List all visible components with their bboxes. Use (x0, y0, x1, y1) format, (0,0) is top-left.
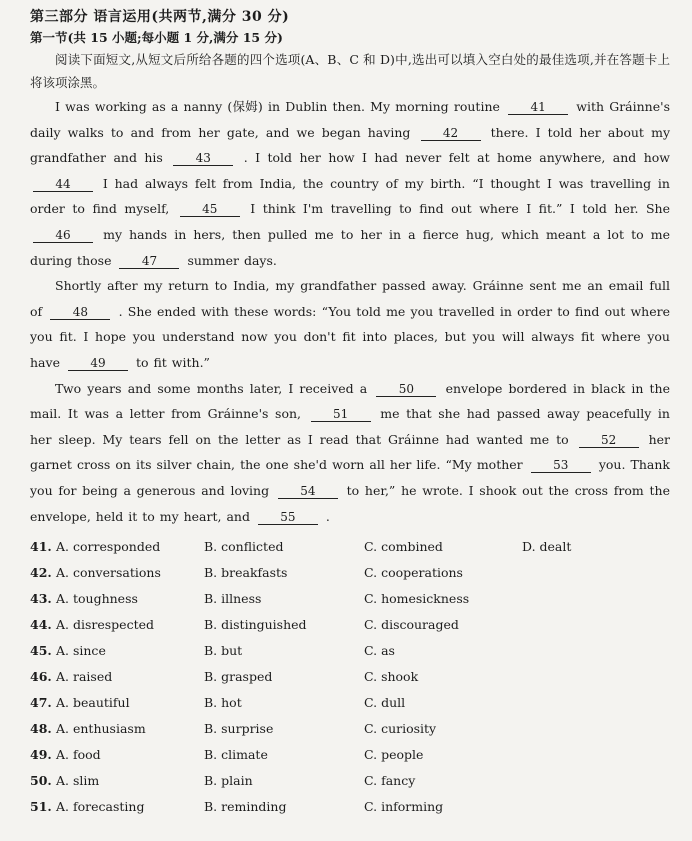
option-c: C. as (364, 643, 395, 659)
option-row (30, 535, 670, 561)
option-a: A. disrespected (56, 617, 154, 633)
passage-text: her garnet cross on its silver chain, the one she'd worn all her life. “My mother (30, 431, 670, 473)
section-title: 第一节(共 15 小题;每小题 1 分,满分 15 分) (30, 30, 283, 45)
question-number: 41. (30, 539, 52, 555)
option-row (30, 769, 670, 795)
blank-48: 48 (50, 305, 110, 320)
blank-55: 55 (258, 510, 318, 525)
option-c: C. shook (364, 669, 419, 685)
passage-text: there. I told her about my grandfather and his (30, 124, 670, 166)
part-title: 第三部分 语言运用(共两节,满分 30 分) (30, 9, 290, 25)
passage-text: my hands in hers, then pulled me to her in a fierce hug, which meant a lot to me during those (30, 226, 670, 268)
option-row (30, 691, 670, 717)
option-row (30, 561, 670, 587)
option-a: A. beautiful (56, 695, 130, 711)
option-a: A. enthusiasm (56, 721, 146, 737)
option-a: A. food (56, 747, 101, 763)
passage-text: me that she had passed away peacefully in her sleep. My tears fell on the letter as I read that Gráinne had wanted me to (30, 406, 670, 447)
option-a: A. slim (56, 773, 100, 789)
question-number: 51. (30, 799, 52, 815)
option-b: B. conflicted (204, 539, 284, 555)
question-number: 50. (30, 773, 52, 789)
passage-text: I think I'm travelling to find out where I fit.” I told her. She (250, 201, 670, 217)
option-c: C. curiosity (364, 721, 437, 737)
passage-text: I was working as a nanny (保姆) in Dublin then. My morning routine (55, 99, 500, 114)
passage-text: . She ended with these words: “You told me you travelled in order to find out where you fit. I hope you understand now you don't fit into places, but you will always fit where you have (30, 303, 670, 370)
blank-49: 49 (68, 356, 128, 371)
option-b: B. grasped (204, 669, 273, 685)
blank-46: 46 (33, 228, 93, 243)
option-b: B. plain (204, 773, 253, 789)
option-a: A. conversations (56, 565, 161, 581)
option-row (30, 587, 670, 613)
option-c: C. combined (364, 539, 443, 555)
passage-text: envelope bordered in black in the mail. It was a letter from Gráinne's son, (30, 380, 671, 422)
option-b: B. illness (204, 591, 262, 607)
passage-text: to fit with.” (135, 354, 210, 370)
passage-text: you. Thank you for being a generous and loving (30, 457, 670, 498)
passage-text: . I told her how I had never felt at home anywhere, and how (243, 150, 670, 166)
passage-paragraph (30, 273, 670, 375)
passage-text: to her,” he wrote. I shook out the cross from the envelope, held it to my heart, and (30, 482, 670, 524)
option-row (30, 795, 670, 821)
passage-paragraph (30, 376, 670, 530)
options-list (30, 535, 670, 821)
passage-text: summer days. (187, 252, 277, 268)
question-number: 45. (30, 643, 52, 659)
option-row (30, 717, 670, 743)
passage-text: I had always felt from India, the country of my birth. “I thought I was travelling in order to find myself, (30, 175, 670, 217)
option-row (30, 743, 670, 769)
option-b: B. hot (204, 695, 242, 711)
instruction-text: 阅读下面短文,从短文后所给各题的四个选项(A、B、C 和 D)中,选出可以填入空白处的最佳选项,并在答题卡上将该项涂黑。 (30, 52, 670, 90)
passage-text: Two years and some months later, I received a (55, 380, 368, 396)
blank-50: 50 (376, 382, 436, 397)
option-row (30, 665, 670, 691)
blank-54: 54 (278, 484, 338, 499)
blank-42: 42 (421, 126, 481, 141)
option-c: C. homesickness (364, 591, 470, 607)
option-c: C. people (364, 747, 424, 763)
passage-paragraph (30, 94, 670, 273)
option-a: A. corresponded (56, 539, 161, 555)
option-b: B. climate (204, 747, 268, 763)
option-row (30, 639, 670, 665)
option-b: B. distinguished (204, 617, 307, 633)
option-b: B. reminding (204, 799, 287, 815)
option-b: B. but (204, 643, 243, 659)
blank-44: 44 (33, 177, 93, 192)
blank-51: 51 (311, 407, 371, 422)
option-row (30, 613, 670, 639)
option-c: C. discouraged (364, 617, 459, 633)
option-c: C. fancy (364, 773, 416, 789)
option-d: D. dealt (522, 539, 572, 555)
question-number: 43. (30, 591, 52, 607)
passage-text: Shortly after my return to India, my grandfather passed away. Gráinne sent me an email full of (30, 278, 670, 319)
option-c: C. dull (364, 695, 406, 711)
option-a: A. toughness (56, 591, 138, 607)
blank-43: 43 (173, 151, 233, 166)
passage-text: with Gráinne's daily walks to and from her gate, and we began having (30, 99, 670, 140)
question-number: 48. (30, 721, 52, 737)
question-number: 47. (30, 695, 52, 711)
blank-53: 53 (531, 458, 591, 473)
blank-45: 45 (180, 202, 240, 217)
option-a: A. raised (56, 669, 113, 685)
option-a: A. since (56, 643, 106, 659)
cloze-passage (30, 94, 670, 529)
option-b: B. surprise (204, 721, 274, 737)
blank-41: 41 (508, 100, 568, 115)
question-number: 46. (30, 669, 52, 685)
question-number: 42. (30, 565, 52, 581)
option-a: A. forecasting (56, 799, 145, 815)
option-c: C. informing (364, 799, 444, 815)
passage-text: . (325, 508, 330, 524)
question-number: 44. (30, 617, 52, 633)
option-b: B. breakfasts (204, 565, 288, 581)
blank-52: 52 (579, 433, 639, 448)
option-c: C. cooperations (364, 565, 463, 581)
question-number: 49. (30, 747, 52, 763)
blank-47: 47 (119, 254, 179, 269)
